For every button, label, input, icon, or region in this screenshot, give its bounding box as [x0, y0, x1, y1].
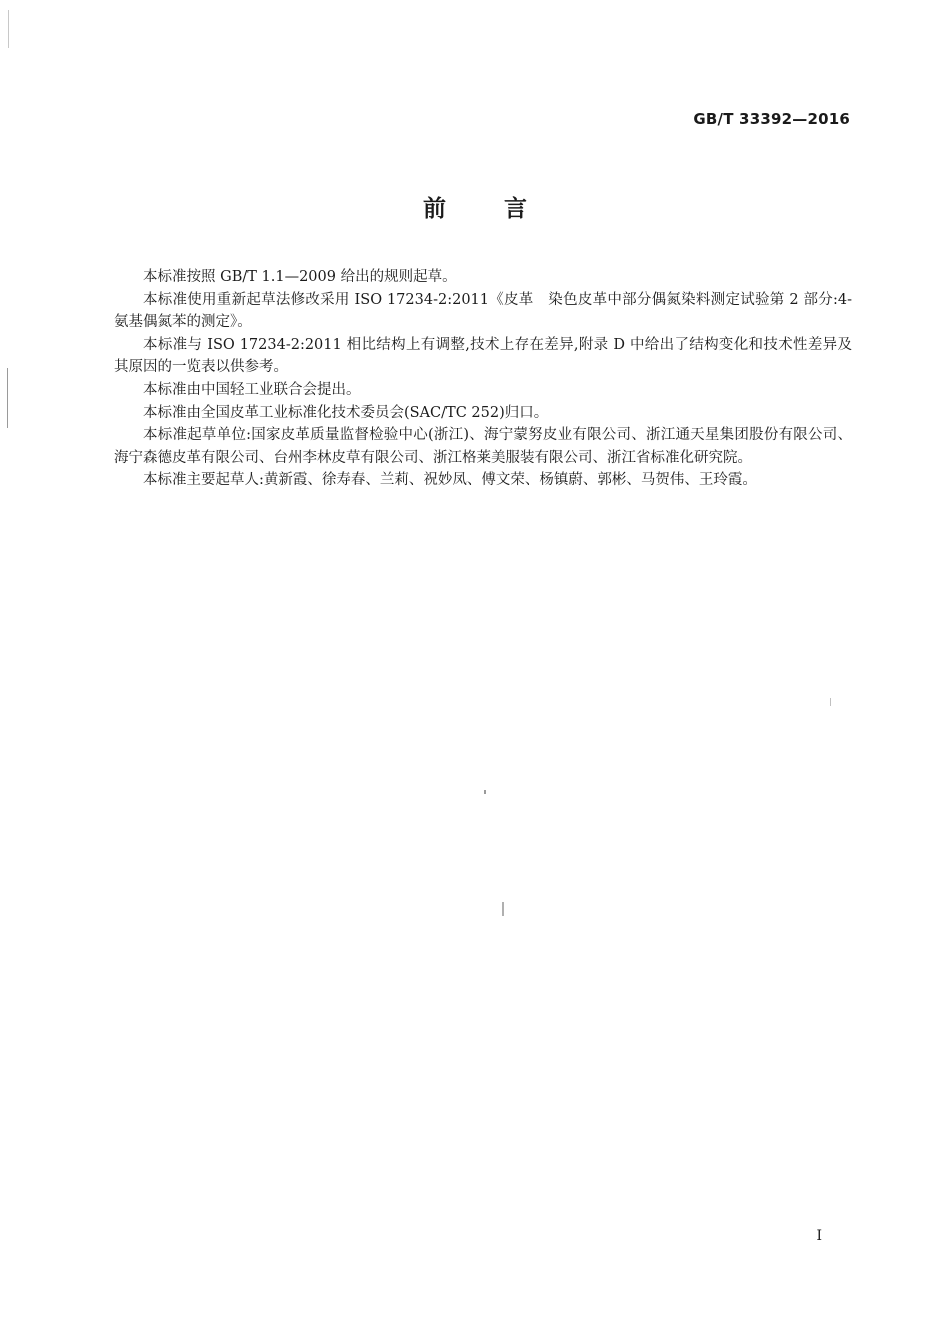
paragraph-proposed-by: 本标准由中国轻工业联合会提出。: [143, 381, 361, 398]
scan-mark: [8, 10, 9, 48]
paragraph-centralized-by: 本标准由全国皮革工业标准化技术委员会(SAC/TC 252)归口。: [143, 404, 549, 421]
scan-mark: [830, 698, 831, 706]
foreword-body: [114, 266, 852, 492]
paragraph-drafting-rules: 本标准按照 GB/T 1.1—2009 给出的规则起草。: [143, 269, 457, 285]
page-number: I: [816, 1228, 822, 1244]
paragraph-drafting-units: 本标准起草单位:国家皮革质量监督检验中心(浙江)、海宁蒙努皮业有限公司、浙江通天星集团股份有限公司、海宁森德皮革有限公司、台州李林皮草有限公司、浙江格莱美服装有限公司、浙江省标准化研究院。: [114, 427, 852, 466]
paragraph-adoption-method: 本标准使用重新起草法修改采用 ISO 17234-2:2011《皮革 染色皮革中部分偶氮染料测定试验第 2 部分:4-氨基偶氮苯的测定》。: [114, 291, 852, 331]
scan-mark: [7, 368, 8, 428]
scan-mark: [484, 790, 486, 794]
standard-number: GB/T 33392—2016: [693, 110, 850, 128]
paragraph-differences: 本标准与 ISO 17234-2:2011 相比结构上有调整,技术上存在差异,附录 D 中给出了结构变化和技术性差异及其原因的一览表以供参考。: [114, 336, 852, 376]
page-title: 前言: [423, 196, 585, 222]
paragraph-drafters: 本标准主要起草人:黄新霞、徐寿春、兰莉、祝妙凤、傅文荣、杨镇蔚、郭彬、马贺伟、王玲霞。: [143, 472, 757, 489]
scan-mark: [502, 902, 504, 916]
